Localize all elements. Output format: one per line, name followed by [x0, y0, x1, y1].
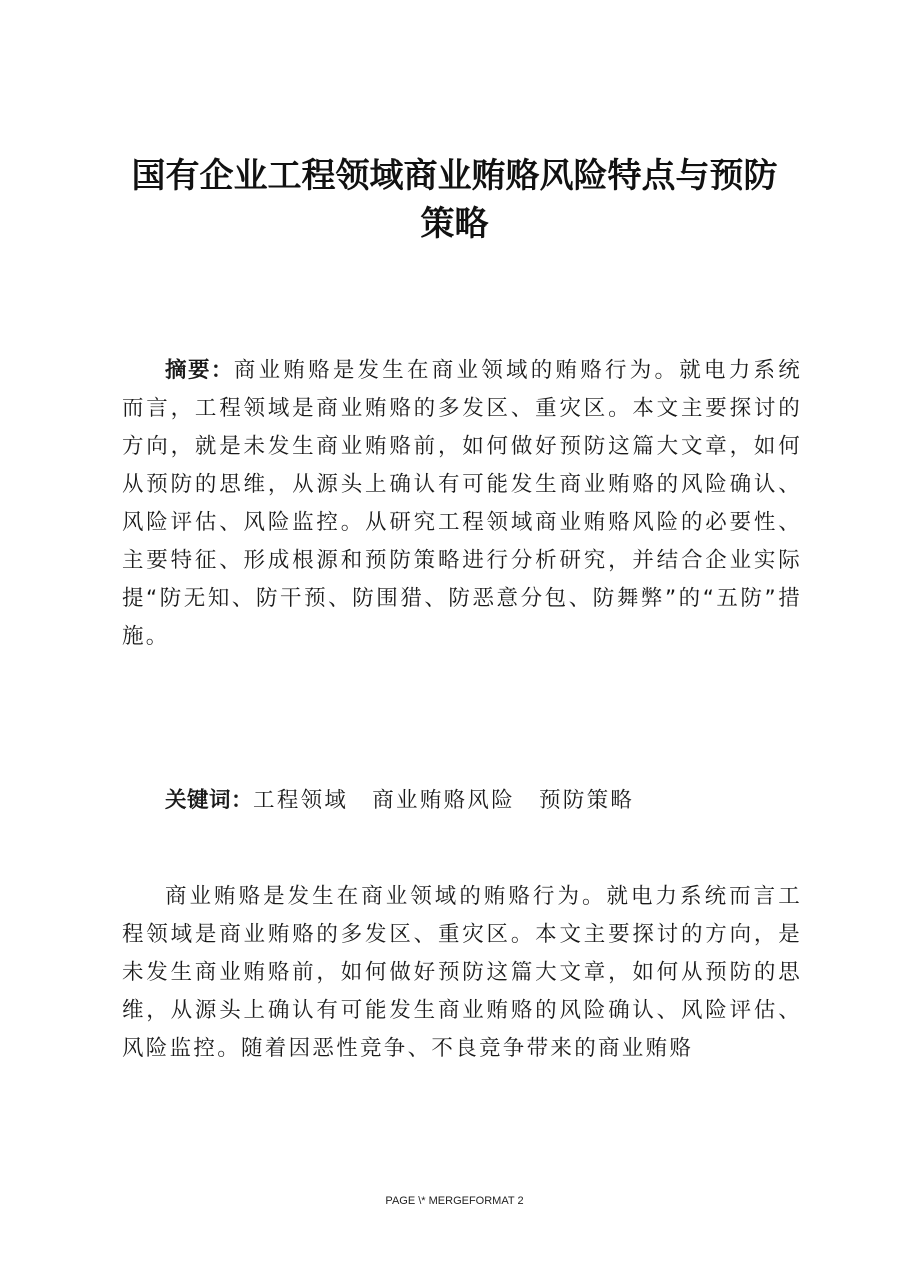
title-line-1: 国有企业工程领域商业贿赂风险特点与预防 — [131, 156, 778, 196]
abstract-paragraph — [122, 352, 802, 656]
keyword-item: 商业贿赂风险 — [372, 788, 516, 813]
title-line-2: 策略 — [420, 204, 489, 244]
page-footer: PAGE \* MERGEFORMAT 2 — [385, 1195, 524, 1207]
keywords-label: 关键词： — [165, 788, 254, 813]
body-paragraph: 商业贿赂是发生在商业领域的贿赂行为。就电力系统而言工程领域是商业贿赂的多发区、重灾区。本文主要探讨的方向，是未发生商业贿赂前，如何做好预防这篇大文章，如何从预防的思维，从源头上确认有可能发生商业贿赂的风险确认、风险评估、风险监控。随着因恶性竞争、不良竞争带来的商业贿赂 — [122, 884, 802, 1061]
keyword-item: 工程领域 — [253, 788, 349, 813]
keyword-item: 预防策略 — [539, 788, 635, 813]
abstract-text: 商业贿赂是发生在商业领域的贿赂行为。就电力系统而言，工程领域是商业贿赂的多发区、重灾区。本文主要探讨的方向，就是未发生商业贿赂前，如何做好预防这篇大文章，如何从预防的思维，从源头上确认有可能发生商业贿赂的风险确认、风险评估、风险监控。从研究工程领域商业贿赂风险的必要性、主要特征、形成根源和预防策略进行分析研究，并结合企业实际提“防无知、防干预、防围猎、防恶意分包、防舞弊”的“五防”措施。 — [122, 358, 802, 649]
document-title — [60, 152, 849, 248]
abstract-label: 摘要： — [165, 358, 234, 383]
keywords-paragraph — [122, 782, 802, 820]
